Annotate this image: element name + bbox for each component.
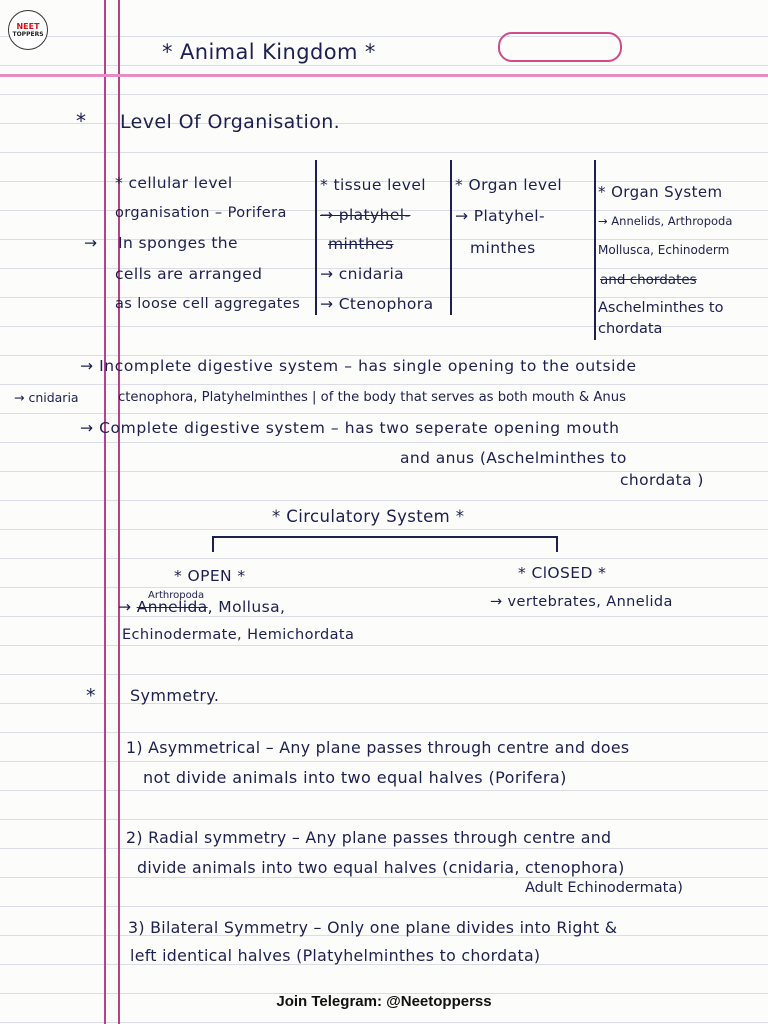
organ-line: minthes: [470, 239, 536, 257]
digestive-line: chordata ): [620, 471, 704, 489]
circulatory-heading: * Circulatory System *: [272, 507, 465, 526]
digestive-line: and anus (Aschelminthes to: [400, 449, 627, 467]
closed-label: * ClOSED *: [518, 564, 607, 582]
tissue-line: → platyhel-: [320, 206, 411, 224]
symmetry-line: Adult Echinodermata): [525, 880, 683, 896]
tissue-line: → cnidaria: [320, 265, 405, 283]
cellular-line: * cellular level: [115, 174, 233, 192]
digestive-line: → Complete digestive system – has two seperate opening mouth: [80, 419, 620, 437]
margin-line-inner: [118, 0, 120, 1024]
organisation-heading: Level Of Organisation.: [120, 111, 341, 133]
organ-system-line: → Annelids, Arthropoda: [598, 214, 733, 228]
symmetry-heading: Symmetry.: [130, 686, 220, 705]
table-divider: [315, 160, 317, 315]
symmetry-line: 1) Asymmetrical – Any plane passes through centre and does: [126, 738, 630, 757]
telegram-footer: Join Telegram: @Neetopperss: [276, 993, 492, 1010]
symmetry-line: not divide animals into two equal halves (Porifera): [143, 768, 567, 787]
table-divider: [450, 160, 452, 315]
open-line-1: → Annelida, Mollusa,: [118, 598, 286, 616]
organ-system-line: chordata: [598, 321, 663, 337]
digestive-side-note: → cnidaria: [14, 390, 79, 405]
digestive-line: → Incomplete digestive system – has single opening to the outside: [80, 357, 637, 375]
organ-system-line: * Organ System: [598, 183, 723, 201]
organ-system-line: and chordates: [600, 272, 697, 288]
tissue-line: * tissue level: [320, 176, 426, 194]
organ-line: → Platyhel-: [455, 207, 545, 225]
symmetry-line: 3) Bilateral Symmetry – Only one plane divides into Right &: [128, 918, 618, 937]
cellular-line: cells are arranged: [115, 265, 263, 283]
closed-line: → vertebrates, Annelida: [490, 594, 673, 610]
tissue-line: → Ctenophora: [320, 295, 434, 313]
page-title: * Animal Kingdom *: [162, 40, 376, 64]
circulatory-bracket: [212, 536, 558, 552]
open-line-2: Echinodermate, Hemichordata: [122, 627, 355, 643]
tissue-line: minthes: [328, 235, 394, 253]
symmetry-line: left identical halves (Platyhelminthes to chordata): [130, 946, 541, 965]
cellular-arrow: →: [84, 234, 98, 252]
open-label: * OPEN *: [174, 567, 246, 585]
cellular-line: organisation – Porifera: [115, 205, 287, 221]
symmetry-line: 2) Radial symmetry – Any plane passes through centre and: [126, 828, 612, 847]
organ-system-line: Aschelminthes to: [598, 300, 724, 316]
table-divider: [594, 160, 596, 340]
organisation-bullet: *: [76, 109, 87, 133]
digestive-line: ctenophora, Platyhelminthes | of the body that serves as both mouth & Anus: [118, 390, 626, 405]
cellular-line: as loose cell aggregates: [115, 296, 301, 312]
open-insert: Arthropoda: [148, 590, 205, 601]
margin-line: [104, 0, 106, 1024]
header-doodle: [498, 32, 622, 62]
symmetry-bullet: *: [86, 685, 96, 707]
cellular-line: In sponges the: [118, 234, 238, 252]
neet-toppers-logo: NEET TOPPERS: [8, 10, 48, 50]
header-rule: [0, 74, 768, 77]
organ-line: * Organ level: [455, 176, 563, 194]
organ-system-line: Mollusca, Echinoderm: [598, 243, 730, 257]
symmetry-line: divide animals into two equal halves (cnidaria, ctenophora): [137, 858, 625, 877]
